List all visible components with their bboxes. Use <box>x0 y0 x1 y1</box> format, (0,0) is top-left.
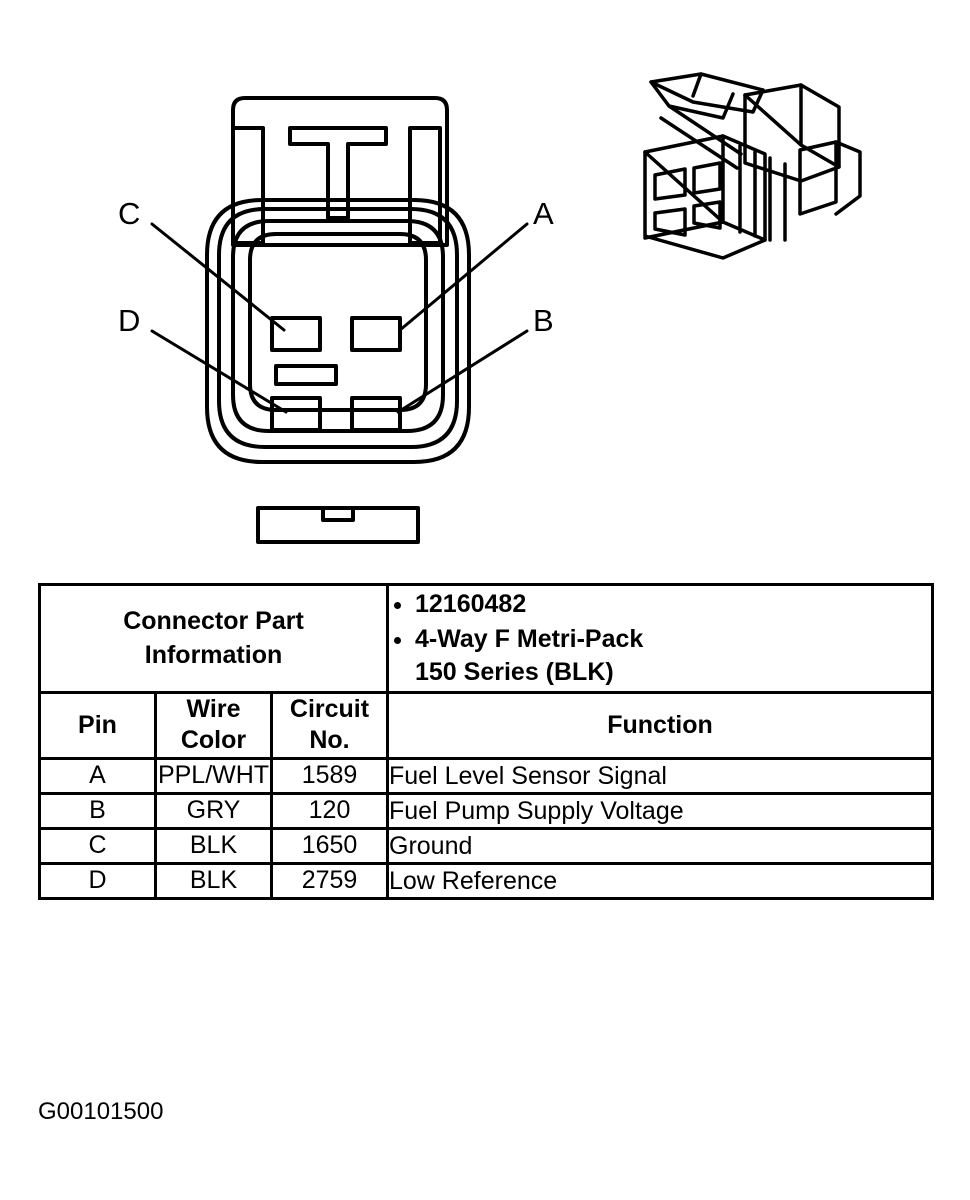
cavity-A <box>352 318 400 350</box>
cell-pin: C <box>40 828 156 863</box>
column-header-function: Function <box>388 693 933 759</box>
column-header-wire-color <box>156 693 272 759</box>
cavity-D <box>272 398 320 430</box>
callout-label-d: D <box>118 303 141 338</box>
cpi-header-line1: Connector Part <box>123 607 304 636</box>
connector-part-information-values <box>388 585 933 693</box>
column-header-circuit-no-line1: Circuit <box>289 695 370 723</box>
cell-function: Fuel Level Sensor Signal <box>388 758 933 793</box>
table-row <box>40 758 933 793</box>
cpi-header-line2: Information <box>144 640 283 669</box>
cpi-value-connector-type-line2: 150 Series (BLK) <box>415 658 614 686</box>
callout-label-b: B <box>533 303 554 338</box>
cpi-value-connector-type <box>415 623 931 689</box>
table-row <box>40 863 933 898</box>
callout-label-a: A <box>533 196 554 231</box>
cpi-value-connector-type-line1: 4-Way F Metri-Pack <box>415 625 644 653</box>
cpi-value-part-number: • 12160482 <box>415 588 931 621</box>
table-row-connector-part-information <box>40 585 933 693</box>
table-header-row <box>40 693 933 759</box>
connector-bottom-tab <box>258 508 418 542</box>
cell-circuit-no: 2759 <box>272 863 388 898</box>
cell-wire-color: PPL/WHT <box>156 758 272 793</box>
cell-circuit-no: 1650 <box>272 828 388 863</box>
terminal-cavities <box>272 318 400 430</box>
figure-id-label: G00101500 <box>38 1098 164 1125</box>
callout-label-c: C <box>118 196 141 231</box>
table-row <box>40 793 933 828</box>
table-row <box>40 828 933 863</box>
cell-function: Fuel Pump Supply Voltage <box>388 793 933 828</box>
cell-wire-color: BLK <box>156 828 272 863</box>
cell-pin: B <box>40 793 156 828</box>
column-header-pin: Pin <box>40 693 156 759</box>
cavity-B <box>352 398 400 430</box>
cell-pin: A <box>40 758 156 793</box>
connector-perspective-view <box>645 74 860 258</box>
cavity-C <box>272 318 320 350</box>
connector-illustration <box>0 0 970 575</box>
cell-circuit-no: 1589 <box>272 758 388 793</box>
cell-wire-color: BLK <box>156 863 272 898</box>
cell-wire-color: GRY <box>156 793 272 828</box>
cell-pin: D <box>40 863 156 898</box>
column-header-circuit-no-line2: No. <box>309 726 350 755</box>
connector-body-outline <box>207 200 469 462</box>
column-header-wire-color-line1: Wire <box>186 695 241 723</box>
cell-function: Ground <box>388 828 933 863</box>
column-header-wire-color-line2: Color <box>180 726 247 755</box>
connector-information-table <box>38 583 934 900</box>
connector-diagram <box>0 0 970 575</box>
cell-circuit-no: 120 <box>272 793 388 828</box>
cell-function: Low Reference <box>388 863 933 898</box>
column-header-circuit-no <box>272 693 388 759</box>
connector-part-information-header <box>40 585 388 693</box>
